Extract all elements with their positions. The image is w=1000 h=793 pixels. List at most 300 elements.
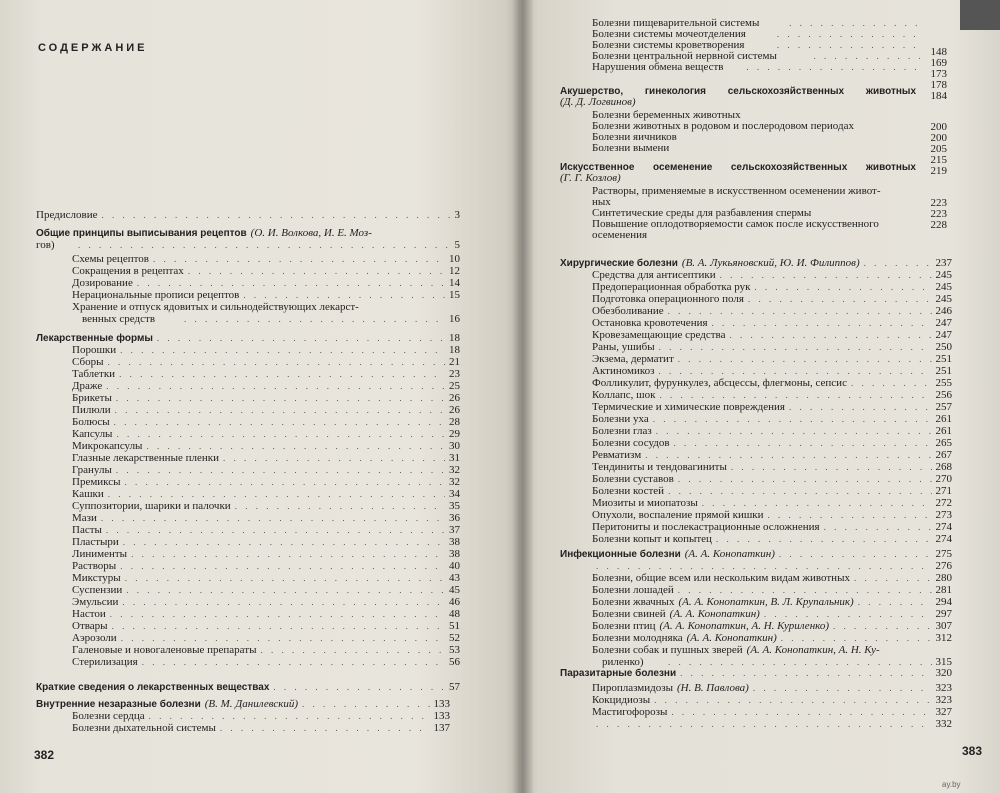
toc-leader-dots xyxy=(112,621,445,632)
toc-entry xyxy=(72,621,460,632)
toc-entry xyxy=(72,369,460,380)
toc-page-number: 247 xyxy=(935,317,952,329)
toc-entry-title: Сборы xyxy=(72,356,104,368)
toc-entry-title: Болезни молодняка xyxy=(592,632,683,644)
toc-entry-title: Средства для антисептики xyxy=(592,269,716,281)
toc-page-number: 36 xyxy=(449,512,460,524)
toc-entry xyxy=(72,290,460,301)
toc-entry-title: Лекарственные формы xyxy=(36,333,153,344)
toc-entry: Повышение оплодотворяемости самок после искусственного xyxy=(592,218,879,230)
toc-page-number: 255 xyxy=(935,377,952,389)
toc-leader-dots xyxy=(106,525,445,536)
toc-entry-title: Стерилизация xyxy=(72,656,138,668)
toc-leader-dots xyxy=(116,465,445,476)
toc-entry-title: Краткие сведения о лекарственных веществах xyxy=(36,682,270,693)
toc-leader-dots xyxy=(702,498,932,509)
toc-entry xyxy=(592,450,952,461)
toc-page-number: 14 xyxy=(449,277,460,289)
toc-leader-dots xyxy=(115,405,445,416)
toc-leader-dots xyxy=(680,668,931,679)
toc-page-number: 32 xyxy=(449,476,460,488)
toc-page-number: 250 xyxy=(935,341,952,353)
toc-section-entry xyxy=(36,699,450,710)
toc-entry-title: Коллапс, шок xyxy=(592,389,656,401)
toc-entry xyxy=(72,501,460,512)
toc-leader-dots xyxy=(678,585,932,596)
toc-page-number: 34 xyxy=(449,488,460,500)
toc-entry-title: Миозиты и миопатозы xyxy=(592,497,698,509)
toc-entry-title: Брикеты xyxy=(72,392,112,404)
toc-page-number: 246 xyxy=(935,305,952,317)
toc-page-number: 323 xyxy=(935,694,952,706)
toc-leader-dots xyxy=(833,621,931,632)
toc-entry-title: Схемы рецептов xyxy=(72,253,149,265)
toc-page-number: 16 xyxy=(449,313,460,325)
toc-page-number: 12 xyxy=(449,265,460,277)
toc-page-number: 15 xyxy=(449,289,460,301)
page-heading: СОДЕРЖАНИЕ xyxy=(38,42,148,54)
toc-entry-title: Паразитарные болезни xyxy=(560,668,677,679)
toc-entry: Болезни центральной нервной системы xyxy=(592,50,777,62)
toc-entry-title: Суппозитории, шарики и палочки xyxy=(72,500,231,512)
toc-page-number: 267 xyxy=(935,449,952,461)
toc-entry xyxy=(592,270,952,281)
toc-entry xyxy=(592,390,952,401)
toc-entry-title: Болезни свиней xyxy=(592,608,666,620)
toc-page-number: 46 xyxy=(449,596,460,608)
toc-leader-dots xyxy=(716,534,932,545)
toc-page-number: 276 xyxy=(935,560,952,572)
toc-page-number: 30 xyxy=(449,440,460,452)
toc-entry xyxy=(592,645,952,656)
toc-section-author: (Г. Г. Козлов) xyxy=(560,172,621,184)
watermark: ay.by xyxy=(942,780,961,789)
toc-page-number: 18 xyxy=(449,344,460,356)
toc-page-number: 327 xyxy=(935,706,952,718)
toc-page-number: 245 xyxy=(935,293,952,305)
toc-entry xyxy=(72,711,450,722)
toc-section-entry xyxy=(36,333,460,344)
toc-section-entry xyxy=(560,549,952,560)
toc-page-number: 219 xyxy=(930,165,947,177)
toc-entry-author: (А. А. Конопаткин, В. Л. Крупальник) xyxy=(678,596,854,608)
toc-leader-dots xyxy=(596,719,932,730)
toc-entry xyxy=(72,597,460,608)
toc-entry-continuation: риленко) xyxy=(602,656,644,668)
toc-leader-dots xyxy=(674,438,932,449)
toc-entry-title: Глазные лекарственные пленки xyxy=(72,452,219,464)
toc-entry-title: Болезни дыхательной системы xyxy=(72,722,216,734)
toc-entry xyxy=(72,441,460,452)
toc-page-number: 184 xyxy=(930,90,947,102)
right-page-number: 383 xyxy=(962,744,983,758)
toc-leader-dots xyxy=(125,477,445,488)
toc-entry xyxy=(592,474,952,485)
toc-page-number: 315 xyxy=(935,656,952,668)
toc-entry xyxy=(72,657,460,668)
toc-page-number: 245 xyxy=(935,281,952,293)
toc-entry xyxy=(72,405,460,416)
toc-entry-title: Премиксы xyxy=(72,476,121,488)
toc-leader-dots xyxy=(149,711,430,722)
toc-entry-title: Общие принципы выписывания рецептов xyxy=(36,228,247,239)
toc-leader-dots xyxy=(596,561,932,572)
toc-leader-dots xyxy=(121,633,445,644)
toc-entry xyxy=(592,354,952,365)
toc-entry-title: Порошки xyxy=(72,344,117,356)
toc-page-number: 169 xyxy=(930,57,947,69)
toc-entry-title: Суспензии xyxy=(72,584,123,596)
toc-page-number: 56 xyxy=(449,656,460,668)
toc-entry xyxy=(72,429,460,440)
toc-entry xyxy=(72,723,450,734)
toc-leader-dots xyxy=(157,333,445,344)
toc-entry-title: Кашки xyxy=(72,488,104,500)
toc-entry xyxy=(592,621,952,632)
toc-entry-title: Болезни, общие всем или нескольким видам животных xyxy=(592,572,850,584)
toc-entry-title: Термические и химические повреждения xyxy=(592,401,785,413)
toc-entry-title: Растворы xyxy=(72,560,117,572)
toc-page-number: 312 xyxy=(935,632,952,644)
toc-entry-title: Микрокапсулы xyxy=(72,440,143,452)
toc-entry-title: Таблетки xyxy=(72,368,116,380)
toc-entry-title: Настои xyxy=(72,608,106,620)
toc-entry: Растворы, применяемые в искусственном осеменении живот- xyxy=(592,185,881,197)
toc-page-number: 274 xyxy=(935,521,952,533)
toc-entry xyxy=(592,585,952,596)
toc-entry: Болезни пищеварительной системы xyxy=(592,17,760,29)
toc-page-number: 271 xyxy=(935,485,952,497)
toc-page-number: 5 xyxy=(454,239,460,251)
toc-entry-title: Болезни глаз xyxy=(592,425,652,437)
toc-entry: Болезни системы мочеотделения xyxy=(592,28,746,40)
toc-entry-title: Болезни птиц xyxy=(592,620,656,632)
toc-section-entry xyxy=(560,668,952,679)
toc-entry-title: Эмульсии xyxy=(72,596,119,608)
toc-page-number: 265 xyxy=(935,437,952,449)
toc-entry xyxy=(72,417,460,428)
toc-page-number: 272 xyxy=(935,497,952,509)
toc-entry xyxy=(72,278,460,289)
toc-entry-title: Капсулы xyxy=(72,428,113,440)
toc-leader-dots xyxy=(273,682,445,693)
toc-entry-title: Болюсы xyxy=(72,416,110,428)
toc-leader-dots xyxy=(858,597,932,608)
toc-leader-dots xyxy=(102,210,451,221)
toc-leader-dots xyxy=(223,453,445,464)
toc-leader-dots xyxy=(777,40,920,50)
toc-entry xyxy=(592,719,952,730)
toc-page-number: 281 xyxy=(935,584,952,596)
toc-entry-title: Драже xyxy=(72,380,103,392)
toc-entry xyxy=(72,302,460,313)
toc-entry xyxy=(592,426,952,437)
toc-entry: Нарушения обмена веществ xyxy=(592,61,724,73)
toc-page-number: 323 xyxy=(935,682,952,694)
toc-leader-dots xyxy=(131,549,445,560)
toc-entry xyxy=(72,525,460,536)
toc-leader-dots xyxy=(120,561,445,572)
toc-entry-title: Линименты xyxy=(72,548,128,560)
toc-page-number: 297 xyxy=(935,608,952,620)
toc-entry-title: Галеновые и новогаленовые препараты xyxy=(72,644,257,656)
toc-entry-title: Тендиниты и тендовагиниты xyxy=(592,461,727,473)
toc-page-number: 320 xyxy=(935,667,952,679)
toc-entry xyxy=(592,342,952,353)
toc-leader-dots xyxy=(645,450,931,461)
toc-page-number: 223 xyxy=(930,197,947,209)
toc-page-number: 257 xyxy=(935,401,952,413)
toc-leader-dots xyxy=(188,266,445,277)
toc-entry xyxy=(72,357,460,368)
toc-leader-dots xyxy=(106,381,445,392)
toc-page-number: 237 xyxy=(935,257,952,269)
toc-entry-title: Раны, ушибы xyxy=(592,341,655,353)
toc-entry-title: Нерациональные прописи рецептов xyxy=(72,289,240,301)
toc-leader-dots xyxy=(220,723,430,734)
toc-leader-dots xyxy=(712,318,932,329)
toc-entry: Болезни вымени xyxy=(592,142,670,154)
toc-leader-dots xyxy=(260,645,445,656)
toc-entry-author: (О. И. Волкова, И. Е. Моз- xyxy=(250,227,372,239)
toc-entry: Синтетические среды для разбавления спермы xyxy=(592,207,812,219)
toc-leader-dots xyxy=(753,683,932,694)
toc-entry xyxy=(72,549,460,560)
toc-entry xyxy=(592,462,952,473)
book-gutter xyxy=(512,0,534,793)
toc-leader-dots xyxy=(107,357,445,368)
toc-entry-title: Болезни уха xyxy=(592,413,649,425)
toc-entry xyxy=(592,282,952,293)
toc-entry: ных xyxy=(592,196,611,208)
toc-leader-dots xyxy=(126,585,445,596)
toc-entry xyxy=(592,561,952,572)
toc-entry xyxy=(72,537,460,548)
toc-leader-dots xyxy=(764,609,932,620)
background-corner xyxy=(960,0,1000,30)
toc-page-number: 251 xyxy=(935,365,952,377)
toc-entry-title: Ревматизм xyxy=(592,449,642,461)
toc-page-number: 18 xyxy=(449,332,460,344)
toc-entry xyxy=(592,683,952,694)
toc-page-number: 261 xyxy=(935,425,952,437)
toc-page-number: 38 xyxy=(449,536,460,548)
toc-entry-title: Внутренние незаразные болезни xyxy=(36,699,201,710)
toc-page-number: 23 xyxy=(449,368,460,380)
toc-entry-author: (А. А. Конопаткин) xyxy=(669,608,760,620)
toc-entry xyxy=(592,306,952,317)
toc-page-number: 3 xyxy=(454,209,460,221)
toc-page-number: 261 xyxy=(935,413,952,425)
toc-page-number: 205 xyxy=(930,143,947,155)
toc-leader-dots xyxy=(656,426,932,437)
toc-entry-title: Болезни сосудов xyxy=(592,437,670,449)
toc-entry xyxy=(592,402,952,413)
toc-page-number: 273 xyxy=(935,509,952,521)
toc-page-number: 52 xyxy=(449,632,460,644)
toc-entry xyxy=(592,330,952,341)
toc-entry xyxy=(72,453,460,464)
toc-entry-author: (Н. В. Павлова) xyxy=(676,682,749,694)
toc-entry-title: Обезболивание xyxy=(592,305,664,317)
toc-entry-title: Остановка кровотечения xyxy=(592,317,708,329)
toc-page-number: 173 xyxy=(930,68,947,80)
toc-entry xyxy=(72,345,460,356)
toc-leader-dots xyxy=(854,573,932,584)
toc-page-number: 28 xyxy=(449,416,460,428)
toc-entry-title: Пилюли xyxy=(72,404,111,416)
toc-page-number: 200 xyxy=(930,132,947,144)
toc-page-number: 35 xyxy=(449,500,460,512)
toc-page-number: 40 xyxy=(449,560,460,572)
toc-page-number: 26 xyxy=(449,392,460,404)
toc-section-author: (Д. Д. Логвинов) xyxy=(560,96,636,108)
toc-page-number: 57 xyxy=(449,681,460,693)
toc-entry xyxy=(592,486,952,497)
toc-entry xyxy=(72,585,460,596)
toc-entry-author: (А. А. Конопаткин) xyxy=(686,632,777,644)
toc-entry-title: Мази xyxy=(72,512,97,524)
toc-entry-title: Болезни жвачных xyxy=(592,596,675,608)
toc-leader-dots xyxy=(746,62,920,72)
toc-page-number: 200 xyxy=(930,121,947,133)
toc-entry xyxy=(72,465,460,476)
toc-page-numbers xyxy=(925,198,947,231)
toc-entry-title: Фолликулит, фурункулез, абсцессы, флегмоны, сепсис xyxy=(592,377,847,389)
toc-entry xyxy=(72,645,460,656)
toc-leader-dots xyxy=(748,294,932,305)
toc-entry xyxy=(72,266,460,277)
toc-entry xyxy=(72,489,460,500)
toc-page-number: 51 xyxy=(449,620,460,632)
toc-entry-author: (А. А. Конопаткин) xyxy=(684,548,775,560)
toc-page-number: 245 xyxy=(935,269,952,281)
toc-leader-dots xyxy=(720,270,932,281)
toc-entry xyxy=(592,597,952,608)
toc-page-numbers xyxy=(925,122,947,177)
toc-leader-dots xyxy=(235,501,445,512)
toc-entry xyxy=(592,534,952,545)
toc-entry xyxy=(592,633,952,644)
toc-leader-dots xyxy=(146,441,445,452)
toc-entry xyxy=(72,609,460,620)
toc-entry xyxy=(592,522,952,533)
toc-leader-dots xyxy=(768,510,932,521)
toc-page-number: 45 xyxy=(449,584,460,596)
toc-leader-dots xyxy=(108,489,445,500)
toc-leader-dots xyxy=(779,549,932,560)
toc-entry xyxy=(72,573,460,584)
toc-entry-title: Экзема, дерматит xyxy=(592,353,674,365)
toc-entry-title: Сокращения в рецептах xyxy=(72,265,184,277)
toc-leader-dots xyxy=(653,414,932,425)
toc-page-number: 223 xyxy=(930,208,947,220)
toc-leader-dots xyxy=(302,699,429,710)
toc-entry-continuation: венных средств xyxy=(82,313,156,325)
toc-entry xyxy=(72,393,460,404)
toc-leader-dots xyxy=(114,417,445,428)
toc-page-number: 228 xyxy=(930,219,947,231)
toc-entry-title: Пасты xyxy=(72,524,102,536)
toc-entry-title: Болезни суставов xyxy=(592,473,674,485)
toc-entry xyxy=(72,633,460,644)
toc-page-number: 215 xyxy=(930,154,947,166)
toc-page-number: 31 xyxy=(449,452,460,464)
toc-entry xyxy=(592,414,952,425)
toc-leader-dots xyxy=(668,486,931,497)
toc-page-number: 38 xyxy=(449,548,460,560)
toc-entry-title: Хирургические болезни xyxy=(560,258,678,269)
toc-leader-dots xyxy=(654,695,931,706)
toc-leader-dots xyxy=(729,330,931,341)
toc-page-number: 25 xyxy=(449,380,460,392)
toc-entry-title: Пластыри xyxy=(72,536,119,548)
toc-entry: Болезни яичников xyxy=(592,131,677,143)
toc-leader-dots xyxy=(678,354,932,365)
toc-entry-title: Актиномикоз xyxy=(592,365,655,377)
toc-entry-continuation: гов) xyxy=(36,239,55,251)
toc-entry-title: Подготовка операционного поля xyxy=(592,293,744,305)
toc-entry-title: Аэрозоли xyxy=(72,632,117,644)
toc-entry-title: Болезни костей xyxy=(592,485,665,497)
toc-entry-title: Хранение и отпуск ядовитых и сильнодействующих лекарст- xyxy=(72,301,359,313)
toc-entry-author: (А. А. Конопаткин, А. Н. Куриленко) xyxy=(659,620,830,632)
toc-entry xyxy=(72,381,460,392)
toc-leader-dots xyxy=(153,254,445,265)
toc-leader-dots xyxy=(864,258,932,269)
toc-page-number: 307 xyxy=(935,620,952,632)
toc-leader-dots xyxy=(789,18,920,28)
toc-entry-title: Предисловие xyxy=(36,209,98,221)
toc-page-number: 26 xyxy=(449,404,460,416)
toc-entry xyxy=(592,695,952,706)
toc-page-numbers xyxy=(925,47,947,102)
toc-entry xyxy=(72,477,460,488)
toc-page-number: 332 xyxy=(935,718,952,730)
toc-leader-dots xyxy=(678,474,932,485)
toc-entry xyxy=(592,609,952,620)
toc-leader-dots xyxy=(731,462,932,473)
toc-entry-title: Болезни копыт и копытец xyxy=(592,533,712,545)
toc-leader-dots xyxy=(137,278,445,289)
toc-page-number: 53 xyxy=(449,644,460,656)
toc-entry-title: Болезни лошадей xyxy=(592,584,674,596)
toc-entry-author: (В. М. Данилевский) xyxy=(204,698,299,710)
left-page-number: 382 xyxy=(34,748,55,762)
toc-page-number: 268 xyxy=(935,461,952,473)
toc-entry-title: Микстуры xyxy=(72,572,121,584)
toc-entry-title: Кокцидиозы xyxy=(592,694,651,706)
toc-leader-dots xyxy=(824,522,932,533)
toc-entry xyxy=(72,254,460,265)
toc-entry-title: Мастигофорозы xyxy=(592,706,668,718)
toc-leader-dots xyxy=(851,378,932,389)
toc-entry xyxy=(72,561,460,572)
toc-page-number: 29 xyxy=(449,428,460,440)
toc-entry: Болезни системы кроветворения xyxy=(592,39,745,51)
toc-entry-title: Пироплазмидозы xyxy=(592,682,673,694)
toc-entry-author: (В. А. Лукьяновский, Ю. И. Филиппов) xyxy=(681,257,860,269)
toc-page-number: 247 xyxy=(935,329,952,341)
toc-leader-dots xyxy=(119,369,445,380)
toc-entry-title: Болезни сердца xyxy=(72,710,145,722)
toc-leader-dots xyxy=(101,513,445,524)
toc-entry: Болезни беременных животных xyxy=(592,109,741,121)
toc-entry xyxy=(592,378,952,389)
toc-page-number: 48 xyxy=(449,608,460,620)
toc-entry xyxy=(592,294,952,305)
toc-section-title: Искусственное осеменение сельскохозяйственных животных xyxy=(560,162,916,173)
